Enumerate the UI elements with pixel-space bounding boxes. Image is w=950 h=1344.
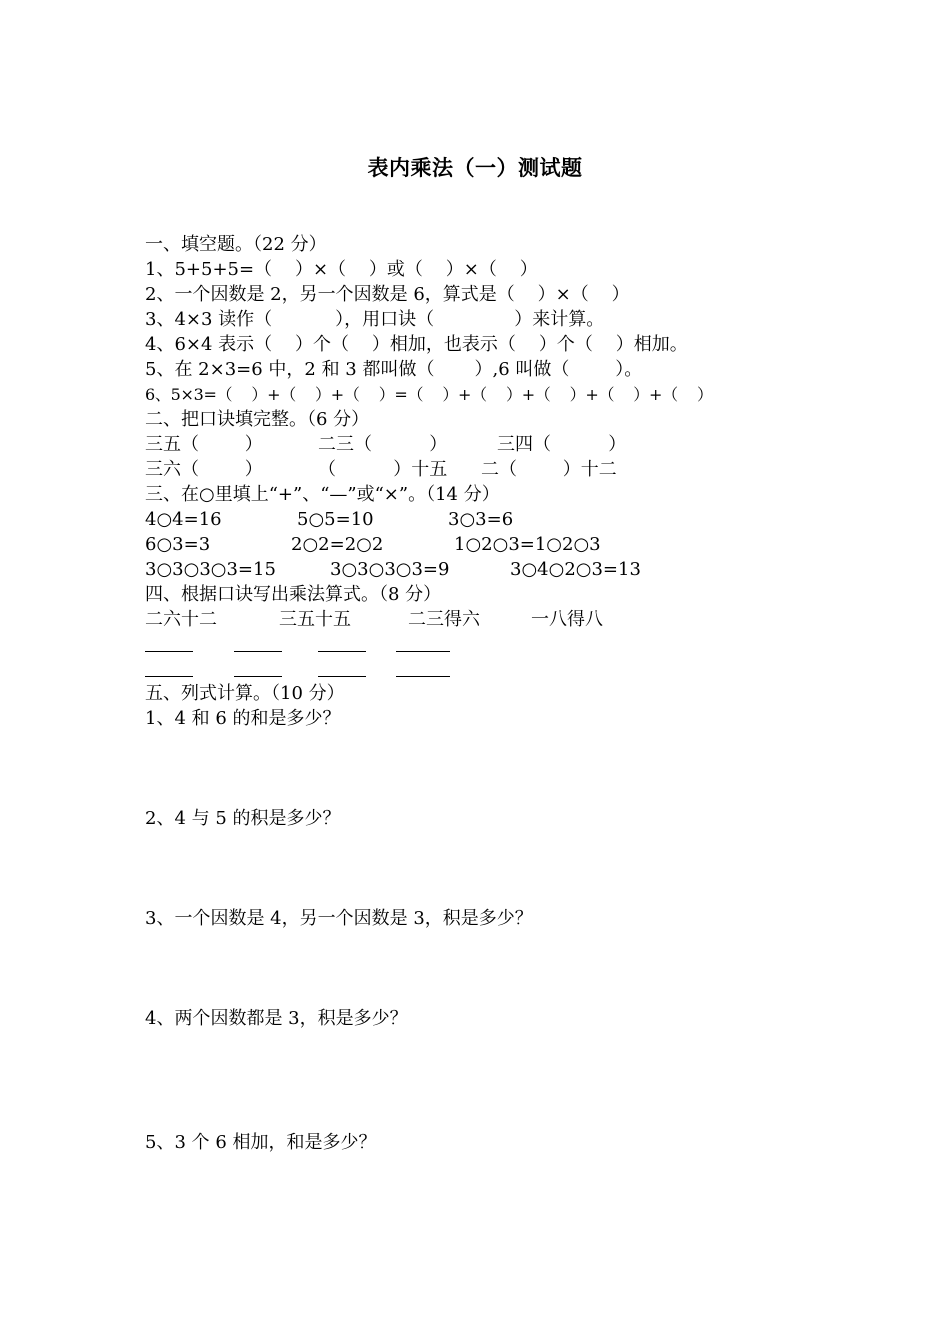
section3-heading: 三、在○里填上“+”、“—”或“×”。（14 分） xyxy=(145,484,500,505)
mnemonic-item: 二三（ ） xyxy=(318,434,448,455)
operator-item: 3○3○3○3=15 xyxy=(145,559,276,580)
section5-q1: 1、4 和 6 的和是多少？ xyxy=(145,708,341,729)
section5-q2: 2、4 与 5 的积是多少？ xyxy=(145,808,341,829)
mnemonic-item: 三六（ ） xyxy=(145,459,263,480)
operator-item: 6○3=3 xyxy=(145,534,211,555)
section5-heading: 五、列式计算。（10 分） xyxy=(145,683,345,704)
section4-heading: 四、根据口诀写出乘法算式。（8 分） xyxy=(145,584,442,605)
operator-item: 5○5=10 xyxy=(297,509,374,530)
operator-item: 1○2○3=1○2○3 xyxy=(454,534,601,555)
section1-q6: 6、5×3=（ ）+（ ）+（ ）=（ ）+（ ）+（ ）+（ ）+（ ） xyxy=(145,385,713,404)
mnemonic-prompt: 一八得八 xyxy=(531,609,603,630)
page-title: 表内乘法（一）测试题 xyxy=(367,156,583,180)
section1-q2: 2、一个因数是 2，另一个因数是 6，算式是（ ）×（ ） xyxy=(145,284,630,305)
answer-blank[interactable] xyxy=(145,676,193,677)
mnemonic-item: 三五（ ） xyxy=(145,434,263,455)
mnemonic-item: （ ）十五 xyxy=(318,459,448,480)
answer-blank[interactable] xyxy=(396,651,450,652)
section1-q1: 1、5+5+5=（ ）×（ ）或（ ）×（ ） xyxy=(145,259,538,280)
operator-item: 3○3=6 xyxy=(448,509,514,530)
mnemonic-prompt: 二六十二 xyxy=(145,609,217,630)
mnemonic-item: 三四（ ） xyxy=(497,434,627,455)
section5-q3: 3、一个因数是 4，另一个因数是 3，积是多少？ xyxy=(145,908,533,929)
section2-heading: 二、把口诀填完整。（6 分） xyxy=(145,409,370,430)
answer-blank[interactable] xyxy=(318,676,366,677)
section1-q3: 3、4×3 读作（ ），用口诀（ ）来计算。 xyxy=(145,309,605,330)
mnemonic-prompt: 二三得六 xyxy=(408,609,480,630)
section1-heading: 一、填空题。（22 分） xyxy=(145,234,327,255)
answer-blank[interactable] xyxy=(145,651,193,652)
operator-item: 2○2=2○2 xyxy=(291,534,384,555)
answer-blank[interactable] xyxy=(318,651,366,652)
mnemonic-prompt: 三五十五 xyxy=(279,609,351,630)
operator-item: 4○4=16 xyxy=(145,509,222,530)
operator-item: 3○3○3○3=9 xyxy=(330,559,450,580)
section5-q5: 5、3 个 6 相加，和是多少？ xyxy=(145,1132,377,1153)
section5-q4: 4、两个因数都是 3，积是多少？ xyxy=(145,1008,408,1029)
section1-q5: 5、在 2×3=6 中，2 和 3 都叫做（ ）,6 叫做（ ）。 xyxy=(145,359,643,380)
mnemonic-item: 二（ ）十二 xyxy=(481,459,617,480)
answer-blank[interactable] xyxy=(396,676,450,677)
operator-item: 3○4○2○3=13 xyxy=(510,559,641,580)
section1-q4: 4、6×4 表示（ ）个（ ）相加，也表示（ ）个（ ）相加。 xyxy=(145,334,688,355)
answer-blank[interactable] xyxy=(234,651,282,652)
answer-blank[interactable] xyxy=(234,676,282,677)
